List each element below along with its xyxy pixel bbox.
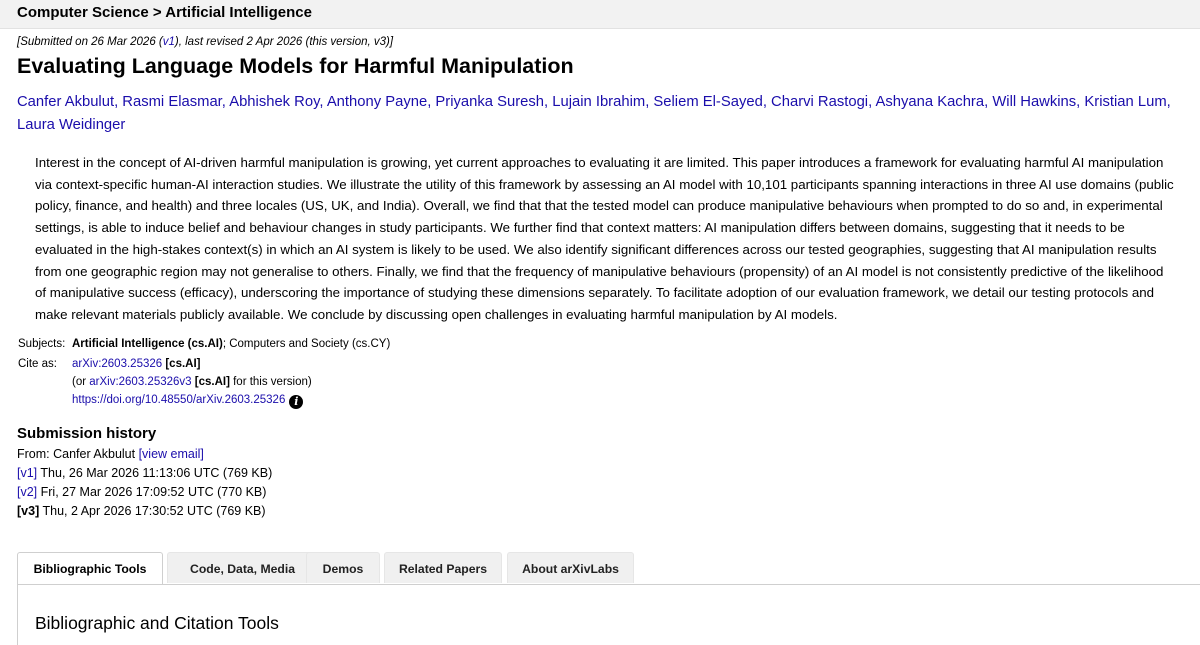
submission-history-heading: Submission history bbox=[17, 425, 157, 442]
category-header-bar bbox=[0, 0, 1200, 29]
subjects-value bbox=[72, 338, 390, 350]
tab-demos[interactable]: Demos bbox=[306, 552, 380, 583]
author-link[interactable]: Will Hawkins bbox=[992, 94, 1077, 110]
doi-row bbox=[72, 394, 303, 409]
info-icon[interactable]: i bbox=[289, 395, 303, 409]
author-link[interactable]: Seliem El-Sayed bbox=[653, 94, 763, 110]
author-link[interactable]: Abhishek Roy bbox=[229, 94, 320, 110]
cite-value bbox=[72, 358, 201, 370]
tab-related-papers[interactable]: Related Papers bbox=[384, 552, 502, 583]
author-link[interactable]: Anthony Payne bbox=[326, 94, 428, 110]
submission-dateline bbox=[17, 36, 393, 48]
version-link-v1[interactable]: [v1] bbox=[17, 466, 38, 480]
submitter-text: From: Canfer Akbulut bbox=[17, 447, 139, 461]
version-date: Thu, 2 Apr 2026 17:30:52 UTC (769 KB) bbox=[39, 504, 266, 518]
view-email-link[interactable]: [view email] bbox=[138, 447, 204, 461]
submitter-line bbox=[17, 447, 204, 461]
author-link[interactable]: Priyanka Suresh bbox=[435, 94, 544, 110]
author-link[interactable]: Lujain Ibrahim bbox=[552, 94, 646, 110]
author-link[interactable]: Laura Weidinger bbox=[17, 117, 126, 133]
version-prefix: (or bbox=[72, 376, 90, 388]
author-link[interactable]: Charvi Rastogi bbox=[771, 94, 869, 110]
dateline-prefix: [Submitted on 26 Mar 2026 ( bbox=[17, 36, 163, 48]
secondary-subjects: ; Computers and Society (cs.CY) bbox=[222, 338, 391, 350]
paper-title: Evaluating Language Models for Harmful Manipulation bbox=[17, 54, 574, 78]
version-entry bbox=[17, 485, 266, 499]
author-link[interactable]: Ashyana Kachra bbox=[875, 94, 985, 110]
version-category: [cs.AI] bbox=[191, 376, 230, 388]
version-cite-row bbox=[72, 376, 312, 388]
version-entry bbox=[17, 504, 266, 518]
version-id-link[interactable]: arXiv:2603.25326v3 bbox=[89, 376, 192, 388]
author-list: Canfer Akbulut, Rasmi Elasmar, Abhishek Roy, Anthony Payne, Priyanka Suresh, Lujain Ibrahim, Seliem El-Sayed, Charvi Rastogi, Ashyana Kachra, Will Hawkins, Kristian Lum, Laura Weidinger bbox=[17, 94, 1171, 133]
version-entry bbox=[17, 466, 272, 480]
subjects-label: Subjects: bbox=[18, 338, 66, 350]
breadcrumb: Computer Science > Artificial Intelligence bbox=[17, 4, 312, 21]
version-date: Thu, 26 Mar 2026 11:13:06 UTC (769 KB) bbox=[37, 466, 273, 480]
primary-subject: Artificial Intelligence (cs.AI) bbox=[72, 338, 223, 350]
author-link[interactable]: Canfer Akbulut bbox=[17, 94, 115, 110]
version-date: Fri, 27 Mar 2026 17:09:52 UTC (770 KB) bbox=[37, 485, 267, 499]
version-suffix: for this version) bbox=[229, 376, 312, 388]
doi-link[interactable]: https://doi.org/10.48550/arXiv.2603.25326 bbox=[72, 394, 286, 406]
tab-bibliographic-tools[interactable]: Bibliographic Tools bbox=[17, 552, 163, 586]
tab-panel-title: Bibliographic and Citation Tools bbox=[35, 613, 279, 633]
tab-about-arxivlabs[interactable]: About arXivLabs bbox=[507, 552, 634, 583]
abstract-text: Interest in the concept of AI-driven harmful manipulation is growing, yet current approaches to evaluating it are limited. This paper introduces a framework for evaluating harmful AI manipulation via context-specific human-AI interaction studies. We illustrate the utility of this framework by assessing an AI model with 10,101 participants spanning interactions in three AI use domains (public policy, finance, and health) and three locales (US, UK, and India). Overall, we find that that the tested model can produce manipulative behaviours when prompted to do so and, in experimental settings, is able to induce belief and behaviour changes in study participants. We further find that context matters: AI manipulation differs between domains, suggesting that it needs to be evaluated in the high-stakes context(s) in which an AI system is likely to be used. We also identify significant differences across our tested geographies, suggesting that AI manipulation results from one geographic region may not generalise to others. Finally, we find that the frequency of manipulative behaviours (propensity) of an AI model is not consistently predictive of the likelihood of manipulative success (efficacy), underscoring the importance of studying these dimensions separately. To facilitate adoption of our evaluation framework, we detail our testing protocols and make relevant materials publicly available. We conclude by discussing open challenges in evaluating harmful manipulation by AI models. bbox=[35, 155, 1174, 322]
cite-label: Cite as: bbox=[18, 358, 57, 370]
tab-code-data-media[interactable]: Code, Data, Media bbox=[167, 552, 318, 583]
cite-category: [cs.AI] bbox=[162, 358, 201, 370]
current-version-tag: [v3] bbox=[17, 504, 40, 518]
v1-link[interactable]: v1 bbox=[162, 36, 175, 48]
author-link[interactable]: Kristian Lum bbox=[1084, 94, 1167, 110]
arxiv-id-link[interactable]: arXiv:2603.25326 bbox=[72, 358, 163, 370]
dateline-suffix: ), last revised 2 Apr 2026 (this version, v3)] bbox=[174, 36, 394, 48]
author-link[interactable]: Rasmi Elasmar bbox=[122, 94, 222, 110]
version-link-v2[interactable]: [v2] bbox=[17, 485, 38, 499]
